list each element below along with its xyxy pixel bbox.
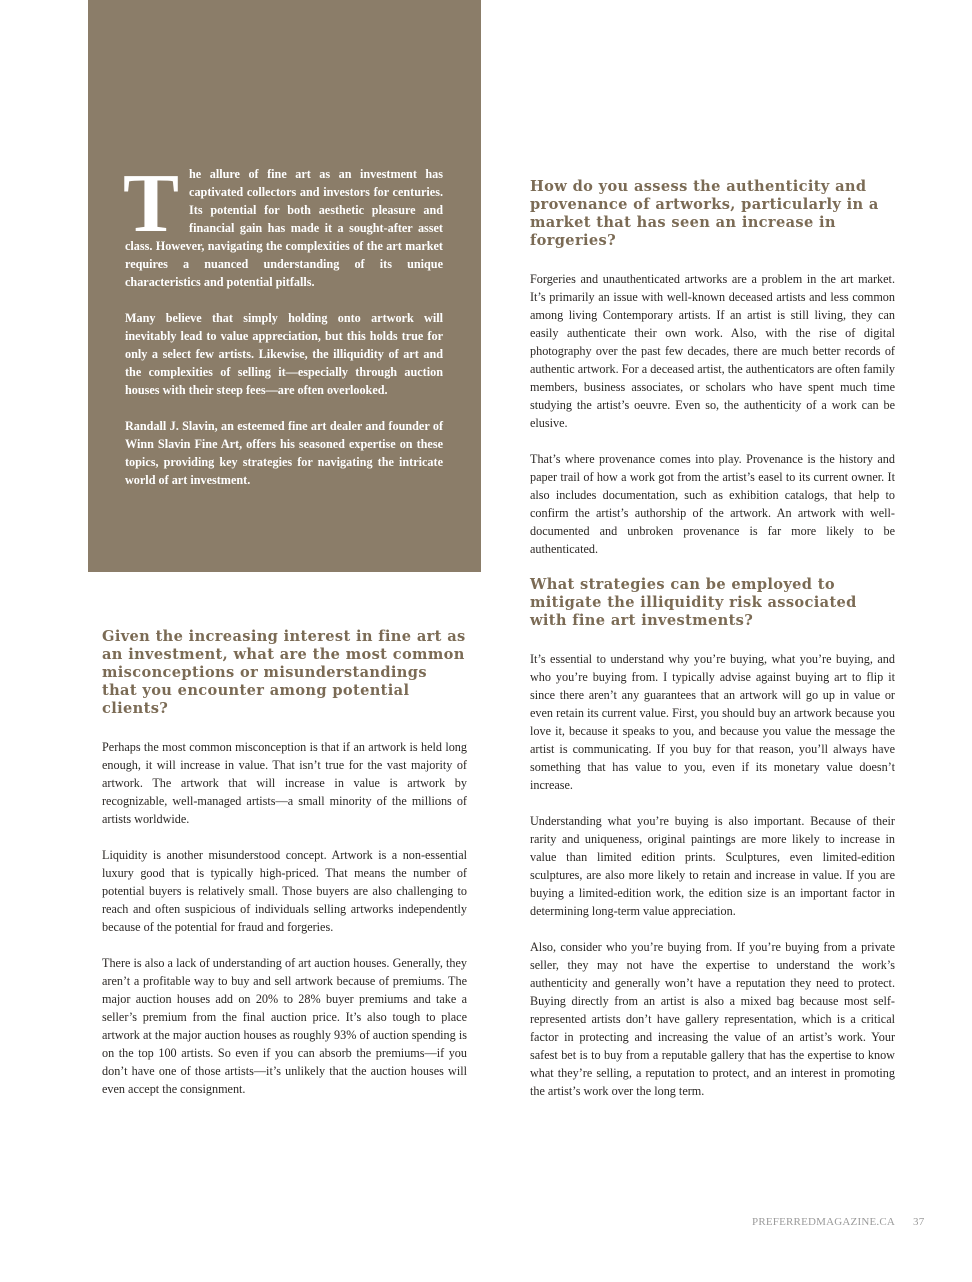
answer-paragraph: Forgeries and unauthenticated artworks are a problem in the art market. It’s primarily an issue with well-known deceased artists and less common among living Contemporary artists. If an artist is still living, they can easily authenticate their own work. Also, with the rise of digital photography over the past few decades, there are much better records of authentic artwork. For a deceased artist, the authenticators are often family members, business associates, or scholars who have spent much time studying the artist’s oeuvre. Even so, the authenticity of a work can be elusive. bbox=[530, 272, 895, 430]
left-column bbox=[102, 628, 467, 1116]
intro-paragraph-3: Randall J. Slavin, an esteemed fine art dealer and founder of Winn Slavin Fine Art, offers his seasoned expertise on these topics, providing key strategies for navigating the intricate world of art investment. bbox=[125, 419, 443, 487]
intro-panel bbox=[88, 0, 481, 572]
footer-website: PREFERREDMAGAZINE.CA bbox=[752, 1216, 896, 1228]
question-heading-3: What strategies can be employed to mitigate the illiquidity risk associated with fine art investments? bbox=[530, 576, 857, 629]
intro-paragraph-2: Many believe that simply holding onto artwork will inevitably lead to value appreciation, but this holds true for only a select few artists. Likewise, the illiquidity of art and the complexities of selling it—especially through auction houses with their steep fees—are often overlooked. bbox=[125, 311, 443, 397]
answer-paragraph: It’s essential to understand why you’re buying, what you’re buying, and who you’re buying from. I typically advise against buying art to flip it since there aren’t any guarantees that an artwork will go up in value or even retain its current value. First, you should buy an artwork because you love it, because it speaks to you, and because you value the message the artist is communicating. If you buy for that reason, you’ll always have something that has value to you, even if its monetary value doesn’t increase. bbox=[530, 652, 895, 792]
answer-paragraph: Liquidity is another misunderstood concept. Artwork is a non-essential luxury good that is typically high-priced. That means the number of potential buyers is relatively small. Those buyers are also challenging to reach and often suspicious of individuals selling artworks independently because of the potential for fraud and forgeries. bbox=[102, 848, 467, 934]
drop-cap: T bbox=[123, 157, 180, 250]
answer-paragraph: Understanding what you’re buying is also important. Because of their rarity and uniqueness, original paintings are more likely to increase in value than limited edition prints. Sculptures, even limited-edition sculptures, are also more likely to retain and increase in value. If you are buying a limited-edition work, the edition size is an important factor in determining long-term value appreciation. bbox=[530, 814, 895, 918]
page-number: 37 bbox=[913, 1216, 925, 1228]
answer-paragraph: That’s where provenance comes into play. Provenance is the history and paper trail of how a work got from the artist’s easel to its current owner. It also includes documentation, such as exhibition catalogs, that help to confirm the artist’s authorship of the artwork. An artwork with well-documented and unbroken provenance is far more likely to be authenticated. bbox=[530, 452, 895, 556]
intro-paragraph-1-text: he allure of fine art as an investment has captivated collectors and investors for centuries. Its potential for both aesthetic pleasure and financial gain has made it a sought-after asset class. However, navigating the complexities of the art market requires a nuanced understanding of its unique characteristics and potential pitfalls. bbox=[125, 167, 443, 289]
intro-paragraph-1 bbox=[123, 157, 443, 291]
question-heading-1: Given the increasing interest in fine art as an investment, what are the most common misconceptions or misunderstandings that you encounter among potential clients? bbox=[102, 628, 466, 717]
answer-paragraph: There is also a lack of understanding of art auction houses. Generally, they aren’t a profitable way to buy and sell artwork because of premiums. The major auction houses add on 20% to 28% buyer premiums and take a seller’s premium from the final auction price. It’s also tough to place artwork at the major auction houses as roughly 93% of auction spending is on the top 100 artists. So even if you can absorb the premiums—if you don’t have one of those artists—it’s unlikely that the auction houses will even accept the consignment. bbox=[102, 956, 467, 1096]
question-heading-2: How do you assess the authenticity and provenance of artworks, particularly in a market that has seen an increase in forgeries? bbox=[530, 178, 879, 249]
answer-paragraph: Perhaps the most common misconception is that if an artwork is held long enough, it will increase in value. That isn’t true for the vast majority of artwork. The artwork that will increase in value is artwork by recognizable, well-managed artists—a small minority of the millions of artists worldwide. bbox=[102, 740, 467, 826]
intro-text bbox=[123, 157, 443, 507]
right-column bbox=[530, 178, 895, 1118]
page-footer bbox=[752, 1216, 924, 1228]
answer-paragraph: Also, consider who you’re buying from. If you’re buying from a private seller, they may not have the expertise to understand the work’s authenticity and generally won’t have a reputation they need to protect. Buying directly from an artist is also a mixed bag because most self-represented artists don’t have gallery representation, which is a critical factor in protecting and increasing the value of an artist’s work. Your safest bet is to buy from a reputable gallery that has the expertise to know what they’re selling, a reputation to protect, and an interest in promoting the artist’s work over the long term. bbox=[530, 940, 895, 1098]
